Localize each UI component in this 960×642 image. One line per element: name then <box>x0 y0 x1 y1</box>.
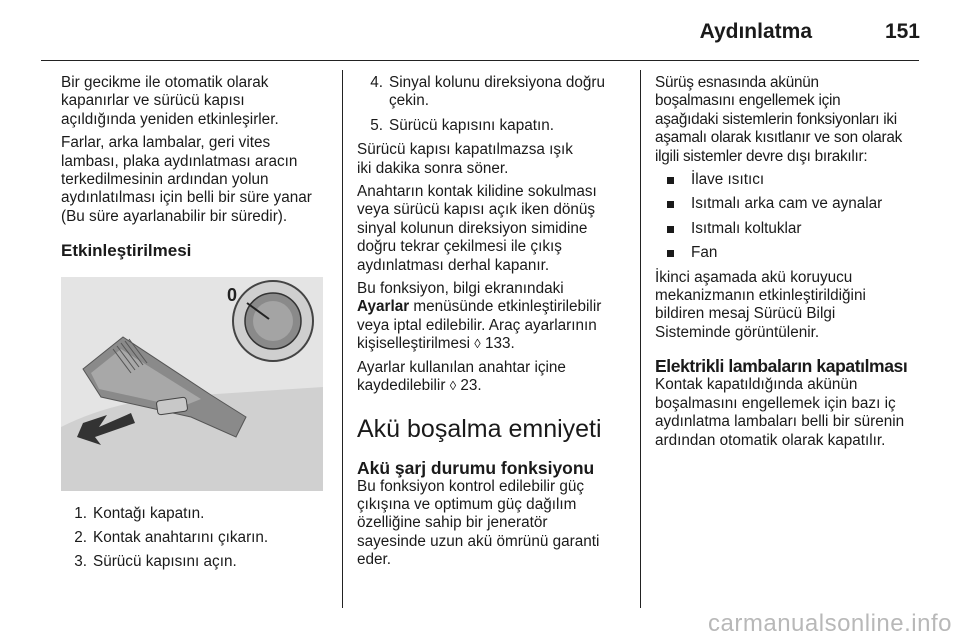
page-ref-icon: ◊ <box>474 336 481 352</box>
page-ref[interactable]: 133. <box>484 335 515 353</box>
bullet-icon <box>655 195 681 213</box>
header-divider <box>41 60 919 61</box>
list-item: 2. Kontak anahtarını çıkarın. <box>74 529 269 547</box>
list-item: Isıtmalı koltuklar <box>655 220 923 238</box>
turn-signal-lever-figure <box>61 277 323 491</box>
settings-menu-name: Ayarlar <box>357 298 410 316</box>
paragraph-settings: Bu fonksiyon, bilgi ekranındaki Ayarlar menüsünde etkinleştirilebilir veya iptal edilebilir. Araç ayarlarının kişiselleştirilmesi ◊ 133. <box>357 280 602 353</box>
column-divider-2 <box>640 70 641 608</box>
paragraph: Bir gecikme ile otomatik olarak kapanırlar ve sürücü kapısı açıldığında yeniden etkinleşirler. <box>61 74 279 128</box>
list-item: 1. Kontağı kapatın. <box>74 504 205 522</box>
column-divider-1 <box>342 70 343 608</box>
list-item: Fan <box>655 244 923 262</box>
column-3 <box>655 74 923 455</box>
list-item: 3. Sürücü kapısını açın. <box>74 553 237 571</box>
section-title-lamps-off: Elektrikli lambaların kapatılması <box>655 356 908 377</box>
paragraph: Kontak kapatıldığında akünün boşalmasını engellemek için bazı iç aydınlatma lambaları belli bir sürenin ardından otomatik olarak kapatılır. <box>655 376 905 449</box>
paragraph: Sürüş esnasında akünün boşalmasını engellemek için aşağıdaki sistemlerin fonksiyonları iki aşamalı olarak kısıtlanır ve son olarak ilgili sistemler devre dışı bırakılır: <box>655 74 903 165</box>
subsection-title-charge: Akü şarj durumu fonksiyonu <box>357 457 595 478</box>
bullet-icon <box>655 244 681 262</box>
bullet-list <box>655 171 923 263</box>
paragraph: Farlar, arka lambalar, geri vites lambası, plaka aydınlatması aracın terkedilmesinin ardından yolun aydınlatılması için belli bir süre yanar (Bu süre ayarlanabilir bir süredir). <box>61 134 312 225</box>
steps-list-2 <box>357 74 637 135</box>
page-ref-icon: ◊ <box>449 378 457 394</box>
column-1 <box>61 74 331 578</box>
figure-inset-label: 0 <box>227 284 238 305</box>
list-item: 4. Sinyal kolunu direksiyona doğru çekin. <box>370 74 605 110</box>
bullet-icon <box>655 220 681 238</box>
section-title-activation: Etkinleştirilmesi <box>61 241 192 261</box>
paragraph: Bu fonksiyon kontrol edilebilir güç çıkışına ve optimum güç dağılım özelliğine sahip bir jeneratör sayesinde uzun akü ömrünü garanti eder. <box>357 477 600 569</box>
page-header-title: Aydınlatma <box>699 20 812 43</box>
list-item: Isıtmalı arka cam ve aynalar <box>655 195 923 213</box>
column-2 <box>357 74 637 575</box>
list-item: İlave ısıtıcı <box>655 171 923 189</box>
paragraph: Sürücü kapısı kapatılmazsa ışık iki dakika sonra söner. <box>357 141 573 177</box>
watermark: carmanualsonline.info <box>708 610 952 637</box>
page-number: 151 <box>884 20 920 43</box>
page-ref[interactable]: 23. <box>460 377 482 395</box>
steps-list-1 <box>61 505 331 572</box>
paragraph-keys: Ayarlar kullanılan anahtar içine kaydedilebilir ◊ 23. <box>357 358 566 395</box>
paragraph: İkinci aşamada akü koruyucu mekanizmanın etkinleştirildiğini bildiren mesaj Sürücü Bilgi Sisteminde görüntülenir. <box>655 268 866 341</box>
paragraph: Anahtarın kontak kilidine sokulması veya sürücü kapısı açık iken dönüş sinyal kolunun direksiyon simidine doğru tekrar çekilmesi ile çıkış aydınlatması derhal kapanır. <box>357 183 597 274</box>
section-title-battery: Akü boşalma emniyeti <box>357 414 602 443</box>
list-item: 5. Sürücü kapısını kapatın. <box>370 116 554 134</box>
bullet-icon <box>655 171 681 189</box>
